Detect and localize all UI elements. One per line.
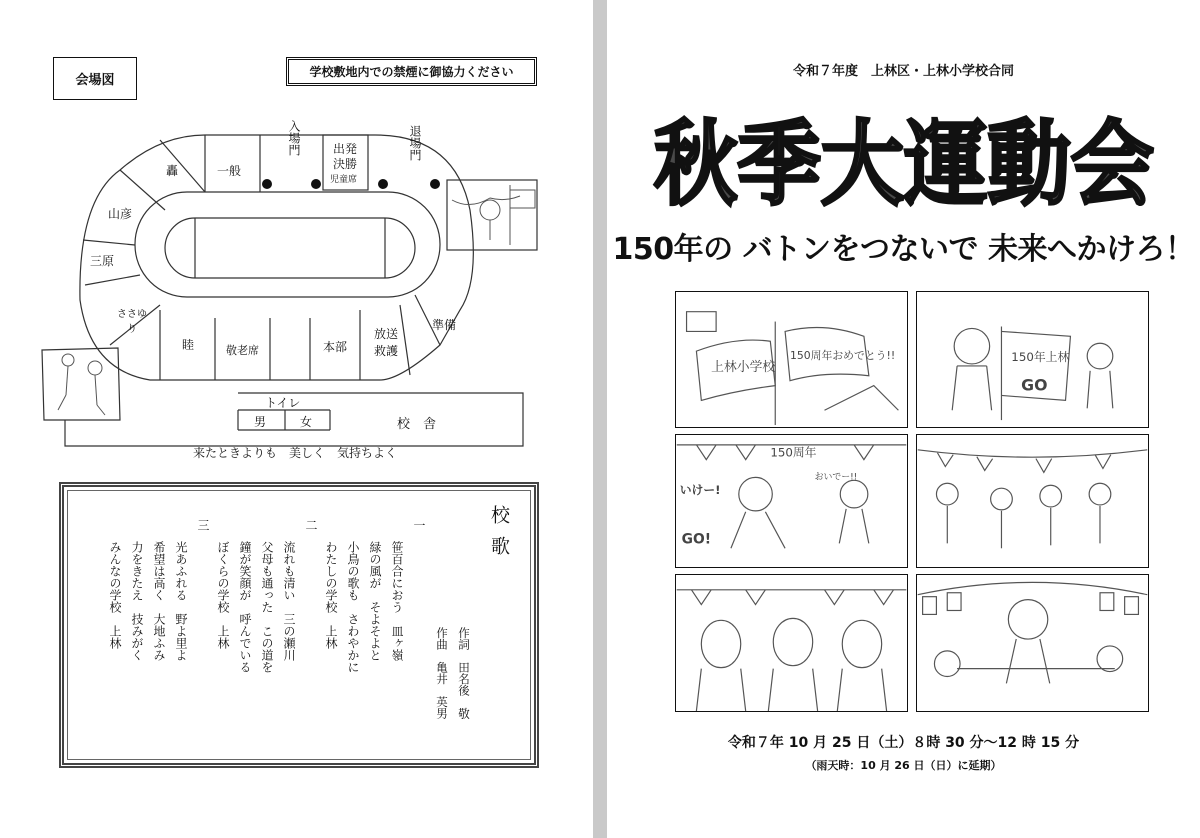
drawing-sketch: [917, 435, 1148, 567]
no-smoking-text: 学校敷地内での禁煙に御協力ください: [309, 65, 514, 79]
area-keirou: 敬老席: [226, 344, 259, 357]
drawing-panel-1: [675, 291, 908, 428]
verse-2: [214, 519, 320, 759]
panel-2-text-b: GO: [1021, 375, 1048, 395]
women-toilet: 女: [300, 415, 313, 429]
verse-line: みんなの学校 上林: [108, 541, 122, 649]
verse-line: 緑の風が そよそよと: [368, 541, 382, 661]
verse-line: 父母も通った この道を: [260, 541, 274, 673]
area-yamahiko: 山彦: [108, 207, 133, 221]
area-todoroki: 轟: [166, 164, 179, 178]
verse-3: [106, 519, 212, 759]
event-subtitle: 令和７年度 上林区・上林小学校合同: [792, 64, 1014, 79]
panel-1-text-a: 上林小学校: [711, 359, 776, 375]
school-song-frame: [59, 482, 539, 768]
verse-line: 流れも清い 三の瀬川: [282, 541, 296, 661]
verse-number: 二: [304, 519, 318, 531]
drawing-panel-3: [675, 434, 908, 568]
event-slogan: 150年の バトンをつないで 未来へかけろ！: [612, 232, 1195, 267]
area-junbi: 準備: [432, 318, 457, 332]
drawing-sketch: [917, 575, 1148, 711]
panel-3-text-c: GO!: [681, 531, 711, 548]
verse-line: 小鳥の歌も さわやかに: [346, 541, 360, 673]
verse-line: 鐘が笑顔が 呼んでいる: [238, 541, 252, 673]
event-title: 秋季大運動会: [654, 111, 1154, 216]
panel-3-text-d: おいでー!!: [814, 472, 858, 483]
map-title: 会場図: [75, 73, 115, 88]
drawing-panel-4: [916, 434, 1149, 568]
area-mihara: 三原: [90, 254, 115, 268]
child-seats-label: 児童席: [330, 175, 358, 185]
area-sasayuri: ささゆり: [117, 309, 147, 335]
verse-line: 笹百合におう 皿ヶ嶺: [390, 541, 404, 661]
drawing-panel-6: [916, 574, 1149, 712]
drawing-sketch: [917, 292, 1148, 427]
event-title-art: [647, 86, 1162, 216]
toilet-label: トイレ: [265, 396, 301, 410]
area-kyuugo: 救護: [374, 344, 399, 358]
panel-1-text-b: 150周年おめでとう!!: [790, 349, 896, 363]
verse-line: 光あふれる 野よ里よ: [174, 541, 188, 661]
rain-date-note: （雨天時：10 月 26 日（日）に延期）: [805, 759, 1002, 772]
verse-line: 希望は高く 大地ふみ: [152, 541, 166, 661]
area-ippan: 一般: [217, 164, 242, 178]
men-toilet: 男: [254, 415, 267, 429]
lyricist-credit: 作詞 田名後 敬: [457, 627, 471, 719]
event-date: 令和７年 10 月 25 日（土）８時 30 分～12 時 15 分: [727, 735, 1080, 751]
school-building-label: 校 舎: [397, 417, 437, 432]
left-page: [0, 0, 593, 838]
panel-3-text-b: いけー!: [679, 483, 721, 498]
drawing-sketch: [676, 435, 907, 567]
map-slogan: 来たときよりも 美しく 気持ちよく: [193, 446, 398, 460]
area-honbu: 本部: [323, 340, 348, 354]
finish-label: 決勝: [333, 157, 358, 171]
verse-1: [322, 519, 428, 759]
exit-gate-label: 退場門: [408, 125, 422, 161]
drawing-panel-5: [675, 574, 908, 712]
panel-3-text-a: 150周年: [770, 445, 817, 460]
composer-credit: 作曲 亀井 英男: [435, 627, 449, 719]
area-mutsumi: 睦: [182, 338, 195, 352]
verse-number: 三: [196, 519, 210, 531]
song-title: 校歌: [488, 505, 510, 567]
area-housou: 放送: [374, 327, 399, 341]
verse-number: 一: [412, 519, 426, 531]
start-label: 出発: [333, 142, 358, 156]
verse-line: わたしの学校 上林: [324, 541, 338, 649]
verse-line: ぼくらの学校 上林: [216, 541, 230, 649]
drawing-panel-2: [916, 291, 1149, 428]
entrance-gate-label: 入場門: [287, 120, 301, 156]
drawing-sketch: [676, 292, 907, 427]
right-page: [607, 0, 1200, 838]
verse-line: 力をきたえ 技みがく: [130, 541, 144, 661]
drawing-sketch: [676, 575, 907, 711]
panel-2-text-a: 150年上林: [1011, 349, 1070, 364]
